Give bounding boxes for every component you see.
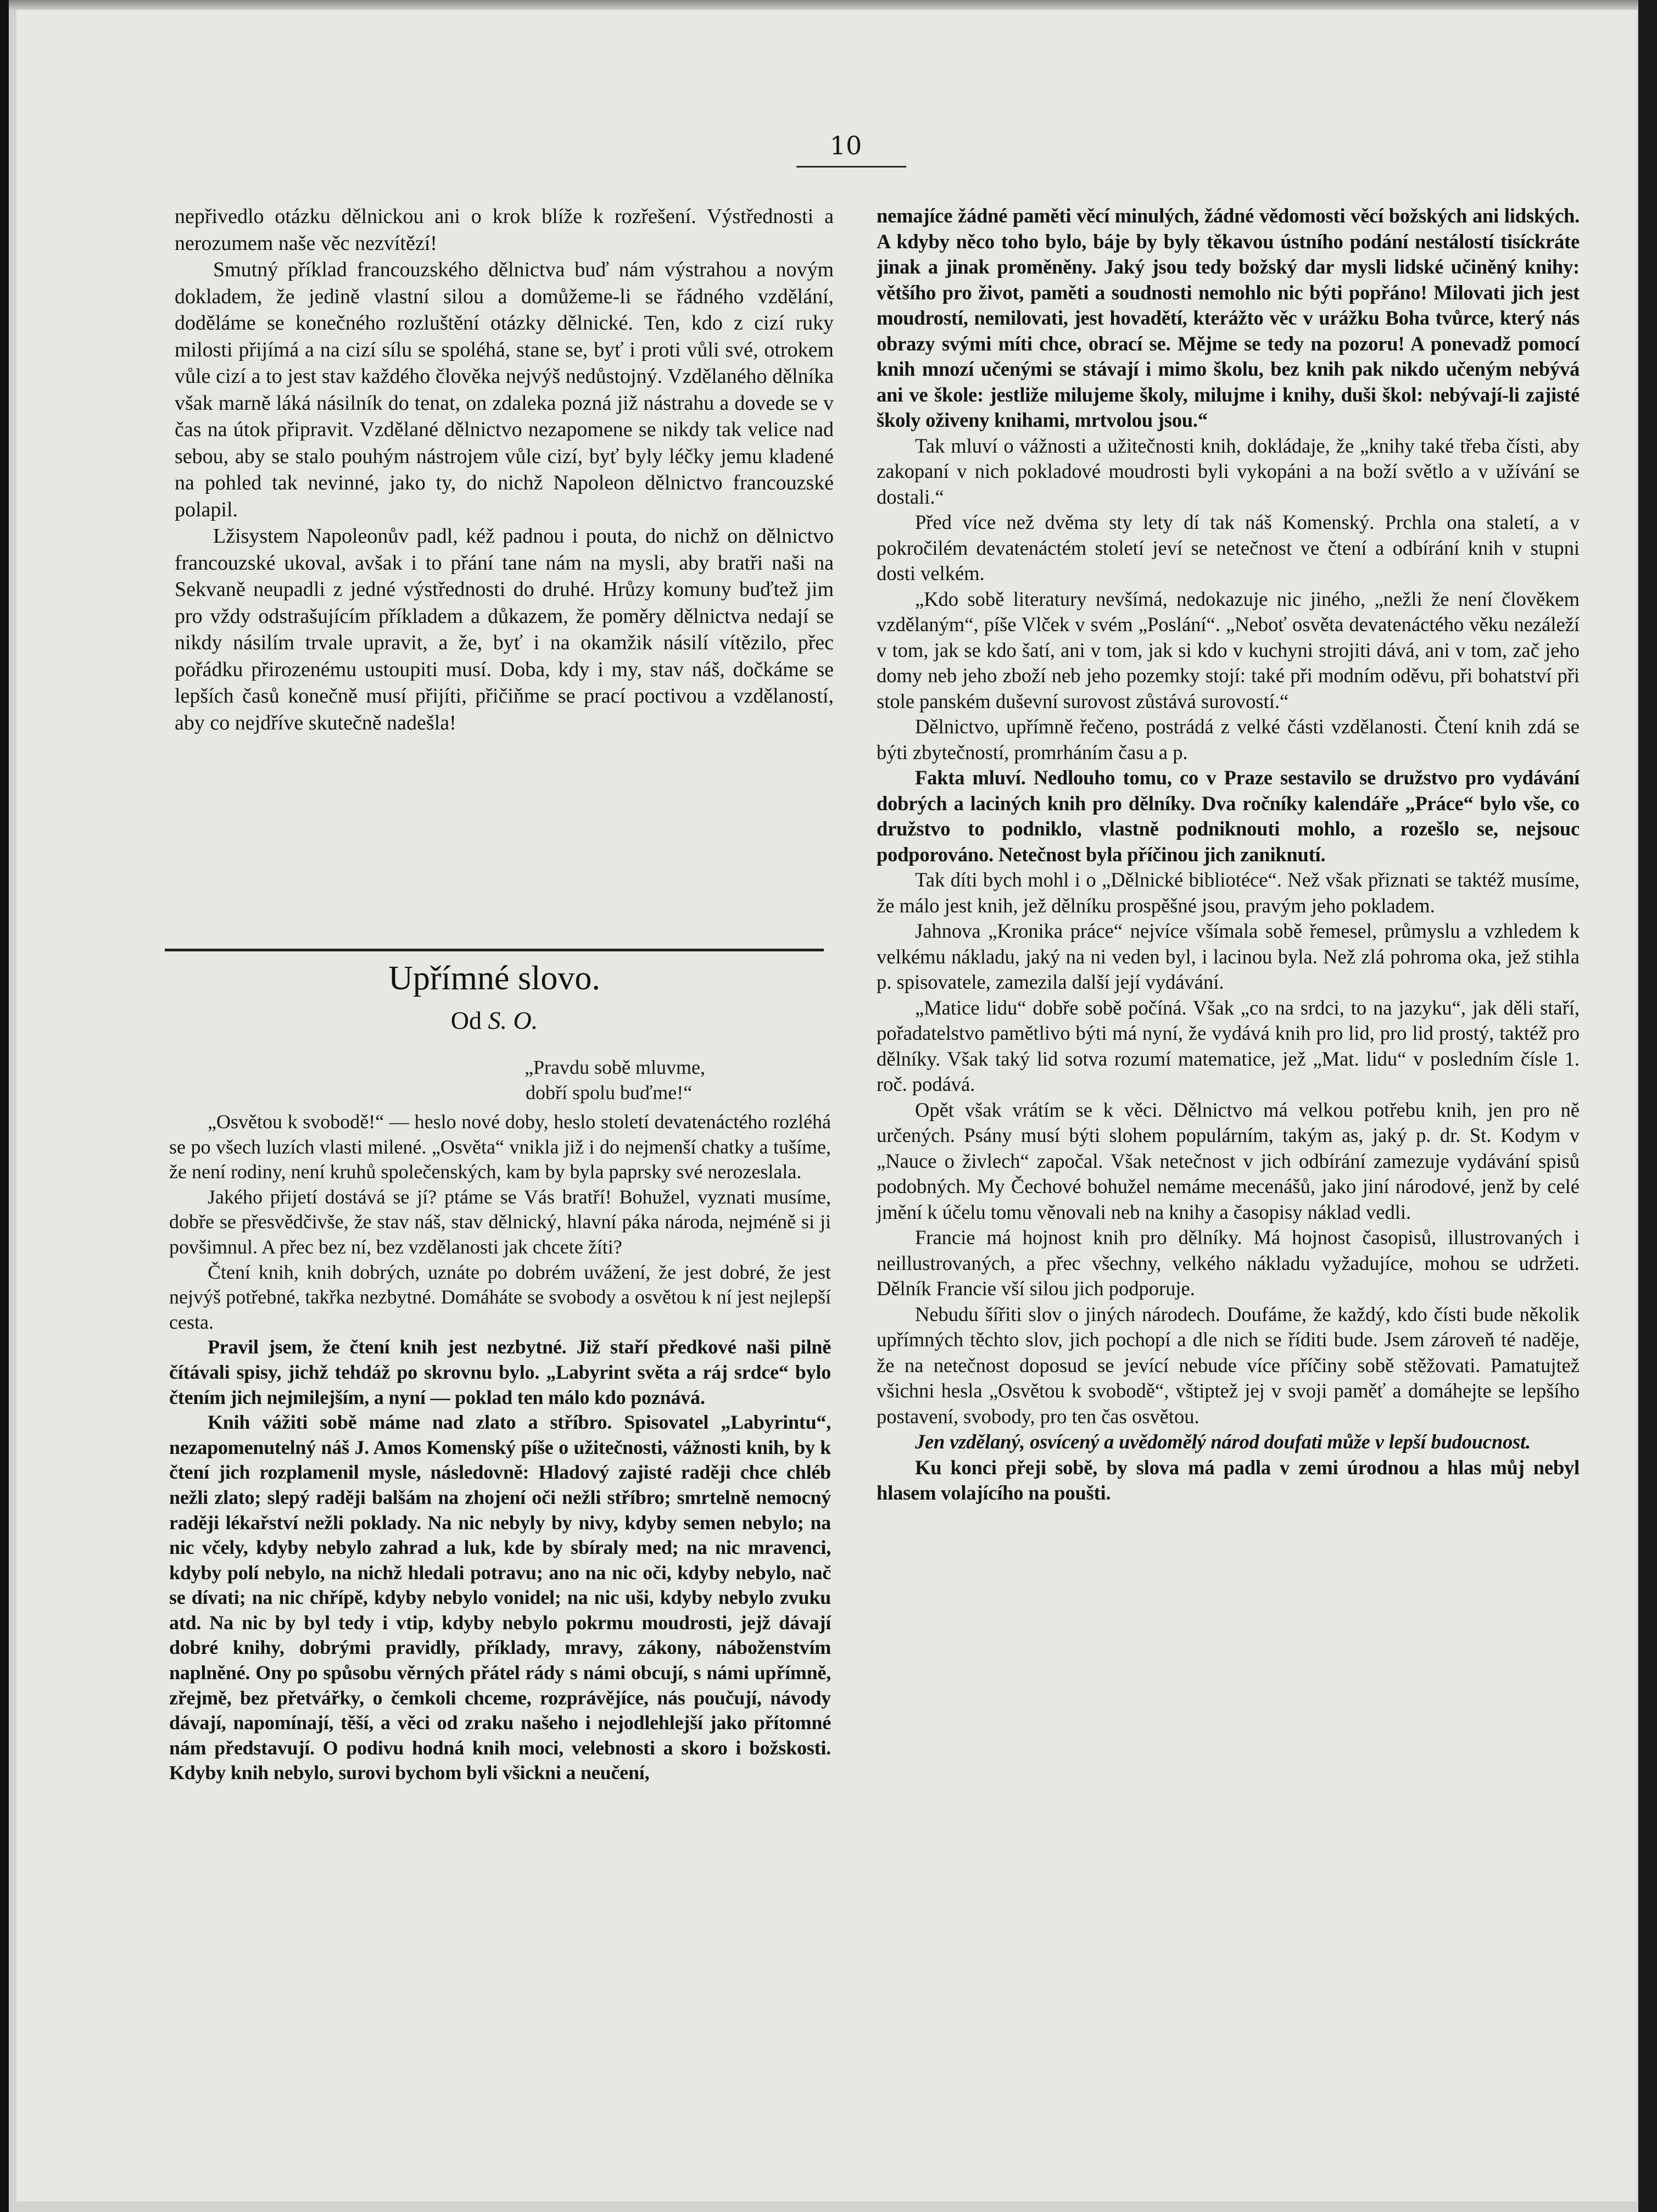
paragraph: Jakého přijetí dostává se jí? ptáme se Vás bratří! Bohužel, vyznati musíme, dobře se přesvědčivše, že stav náš, stav dělnický, hlavní páka národa, nejméně si ji povšimnul. A přec bez ní, bez vzdělanosti jak chcete žíti? xyxy=(169,1185,831,1258)
scan-edge-top xyxy=(0,0,1657,11)
paragraph: Pravil jsem, že čtení knih jest nezbytné. Již staří předkové naši pilně čítávali spisy, jichž tehdáž po skrovnu bylo. „Labyrint světa a ráj srdce“ bylo čtením jich nejmilejším, a nyní — poklad ten málo kdo poznává. xyxy=(169,1336,831,1408)
article-byline xyxy=(165,1006,824,1035)
paragraph: Jahnova „Kronika práce“ nejvíce všímala sobě řemesel, průmyslu a vzhledem k velkému nákladu, jaký na ni veden byl, i lacinou byla. Než zlá pohroma oka, jež stihla p. spisovatele, zamezila další její vydávání. xyxy=(877,920,1580,993)
motto-line: dobří spolu buďme!“ xyxy=(526,1082,693,1104)
paragraph: nemajíce žádné paměti věcí minulých, žádné vědomosti věcí božských ani lidských. A kdyby něco toho bylo, báje by byly těkavou ústního podání nestálostí tisíckráte jinak a jinak proměněny. Jaký jsou tedy božský dar mysli lidské učiněný knihy: většího pro život, paměti a soudnosti nemohlo nic býti popřáno! Milovati jich jest moudrostí, nemilovati, jest hovadětí, kterážto věc v urážku Boha tvůrce, který nás obrazy svými míti chce, obrací se. Mějme se tedy na pozoru! A ponevadž pomocí knih mnozí učenými se stávají i mimo školu, bez knih pak nikdo učeným nebývá ani ve škole: jestliže milujeme školy, milujme i knihy, duši škol: nebývají-li zajisté školy oživeny knihami, mrtvolou jsou.“ xyxy=(877,204,1580,431)
page-number: 10 xyxy=(829,131,862,160)
section-divider xyxy=(165,949,824,951)
paragraph: Francie má hojnost knih pro dělníky. Má hojnost časopisů, illustrovaných i neillustrovaných, a přec všechny, velkého nákladu vyžadujíce, mohou se udržeti. Dělník Francie vší silou jich podporuje. xyxy=(877,1226,1580,1300)
paragraph: Před více než dvěma sty lety dí tak náš Komenský. Prchla ona staletí, a v pokročilém devatenáctém století jeví se netečnost ve čtení a odbírání knih v stupni dosti velkém. xyxy=(877,511,1580,584)
paragraph: Opět však vrátím se k věci. Dělnictvo má velkou potřebu knih, jen pro ně určených. Psány musí býti slohem populárním, takým as, jaký p. dr. St. Kodym v „Nauce o živlech“ započal. Však netečnost v jich odbírání zamezuje vydávání spisů podobných. My Čechové bohužel nemáme mecenášů, jako jiní národové, jenž by celé jmění k účelu tomu věnovali neb na knihy a časopisy náklad vedli. xyxy=(877,1098,1580,1223)
paragraph: Fakta mluví. Nedlouho tomu, co v Praze sestavilo se družstvo pro vydávání dobrých a laciných knih pro dělníky. Dva ročníky kalendáře „Práce“ bylo vše, co družstvo to podniklo, vlastně podniknouti mohlo, a rozešlo se, nejsouc podporováno. Netečnost byla příčinou jich zaniknutí. xyxy=(877,766,1580,866)
paragraph: Dělnictvo, upřímně řečeno, postrádá z velké části vzdělanosti. Čtení knih zdá se býti zbytečností, promrháním času a p. xyxy=(877,715,1580,764)
paragraph: „Matice lidu“ dobře sobě počíná. Však „co na srdci, to na jazyku“, jak děli staří, pořadatelstvo pamětlivo býti má nyní, že vydává knih pro lid, pro lid prostý, taktéž pro dělníky. Však taký lid sotva rozumí matematice, jež „Mat. lidu“ v posledním čísle 1. roč. podává. xyxy=(877,996,1580,1095)
paragraph: Smutný příklad francouzského dělnictva buď nám výstrahou a novým dokladem, že jedině vlastní silou a domůžeme-li se řádného vzdělání, doděláme se konečného rozluštění otázky dělnické. Ten, kdo z cizí ruky milosti přijímá a na cizí sílu se spoléhá, stane se, byť i proti vůli své, otrokem vůle cizí a to jest stav každého člověka nejvýš nedůstojný. Vzdělaného dělníka však marně láká násilník do tenat, on zdaleka pozná již nástrahu a dovede se v čas na útok připravit. Vzdělané dělnictvo nezapomene se nikdy tak velice nad sebou, aby se stalo pouhým nástrojem vůle cizí, byť byly léčky jemu kladené na pohled tak nevinné, jako ty, do nichž Napoleon dělnictvo francouzské polapil. xyxy=(175,258,834,521)
paragraph: Tak mluví o vážnosti a užitečnosti knih, dokládaje, že „knihy také třeba čísti, aby zakopaní v nich pokladové moudrosti byli vykopáni a na boží světlo a v užívání se dostali.“ xyxy=(877,434,1580,508)
article-motto xyxy=(525,1055,832,1105)
paragraph: „Kdo sobě literatury nevšímá, nedokazuje nic jiného, „nežli že není člověkem vzdělaným“, píše Vlček v svém „Poslání“. „Neboť osvěta devatenáctého věku nezáleží v tom, jak se kdo šatí, ani v tom, jak si kdo v kuchyni strojiti dává, ani v tom, zač jeho domy neb jeho zboží neb jeho pozemky stojí: také při modním oděvu, při bohatství při stole panském duševní surovost zůstává surovostí.“ xyxy=(877,587,1580,712)
page-number-rule xyxy=(796,166,906,168)
paragraph: nepřivedlo otázku dělnickou ani o krok blíže k rozřešení. Výstřednosti a nerozumem naše věc nezvítězí! xyxy=(175,205,834,255)
paragraph: Lžisystem Napoleonův padl, kéž padnou i pouta, do nichž on dělnictvo francouzské ukoval, avšak i to přání tane nám na mysli, aby bratři naši na Sekvaně neupadli z jedné výstřednosti do druhé. Hrůzy komuny buďtež jim pro vždy odstrašujícím příkladem a důkazem, že poměry dělnictva nedají se nikdy násilím trvale upravit, a že, byť i na okamžik násilí vítězilo, přec pořádku přirozenému ustoupiti musí. Doba, kdy i my, stav náš, dočkáme se lepších časů konečně musí přijíti, přičiňme se prací poctivou a vzdělaností, aby co nejdříve skutečně nadešla! xyxy=(175,525,834,734)
paragraph: Jen vzdělaný, osvícený a uvědomělý národ doufati může v lepší budoucnost. xyxy=(915,1430,1531,1453)
scan-edge-right xyxy=(1638,0,1657,2212)
left-column-previous-article xyxy=(175,203,834,736)
paragraph: Nebudu šířiti slov o jiných národech. Doufáme, že každý, kdo čísti bude několik upřímných těchto slov, jich pochopí a dle nich se říditi bude. Jsem zároveň té naděje, že na netečnost doposud se jevící nebude více příčiny sobě stěžovati. Pamatujtež všichni hesla „Osvětou k svobodě“, vštiptež jej v svoji paměť a domáhejte se lepšího postavení, svobody, pro ten čas osvětou. xyxy=(877,1302,1580,1428)
byline-prefix: Od xyxy=(450,1006,482,1034)
paragraph: Knih vážiti sobě máme nad zlato a stříbro. Spisovatel „Labyrintu“, nezapomenutelný náš J. Amos Komenský píše o užitečnosti, vážnosti knih, by k čtení jich rozplamenil mysle, následovně: Hladový zajisté raději chce chléb nežli zlato; slepý raději balšám na zhojení oči nežli stříbro; smrtelně nemocný raději lékařství nežli poklady. Na nic nebyly by nivy, kdyby semen nebylo; na nic včely, kdyby nebylo zahrad a luk, kde by sbíraly med; na nic mravenci, kdyby polí nebylo, na nichž hledali potravu; ano na nic oči, kdyby nebylo, nač se dívati; na nic chřípě, kdyby nebylo vonidel; na nic uši, kdyby nebylo zvuku atd. Na nic by byl tedy i vtip, kdyby nebylo pokrmu moudrosti, jejž dávají dobré knihy, dobrými pravidly, příklady, mravy, zákony, náboženstvím naplněné. Ony po spůsobu věrných přátel rády s námi obcují, s námi upřímně, zřejmě, bez přetvářky, o čemkoli chceme, rozprávějíce, nás poučují, návody dávají, napomínají, těší, a věci od zraku našeho i nejodlehlejší jako přítomné nám představují. O podivu hodná knih moci, velebnosti a skoro i božskosti. Kdyby knih nebylo, surovi bychom byli všickni a neučení, xyxy=(169,1411,831,1784)
right-column-article-body xyxy=(877,203,1580,1506)
author-name: S. O. xyxy=(488,1006,538,1034)
scan-edge-left xyxy=(0,0,9,2212)
motto-line: „Pravdu sobě mluvme, xyxy=(525,1056,705,1078)
paragraph: Čtení knih, knih dobrých, uznáte po dobrém uvážení, že jest dobré, že jest nejvýš potřebné, takřka nezbytné. Domáháte se svobody a osvětou k ní jest nejlepší cesta. xyxy=(169,1261,831,1333)
paragraph: Ku konci přeji sobě, by slova má padla v zemi úrodnou a hlas můj nebyl hlasem volajícího na poušti. xyxy=(877,1456,1580,1504)
left-column-article-body xyxy=(169,1110,831,1786)
article-title: Upřímné slovo. xyxy=(388,960,600,997)
paragraph: „Osvětou k svobodě!“ — heslo nové doby, heslo století devatenáctého rozléhá se po všech luzích vlasti milené. „Osvěta“ vnikla již i do nejmenší chatky a tušíme, že není rodiny, není kruhů společenských, kam by byla paprsky své nerozeslala. xyxy=(169,1111,831,1183)
paragraph: Tak díti bych mohl i o „Dělnické bibliotéce“. Než však přiznati se taktéž musíme, že málo jest knih, jež dělníku prospěšné jsou, pravým jeho pokladem. xyxy=(877,868,1580,917)
